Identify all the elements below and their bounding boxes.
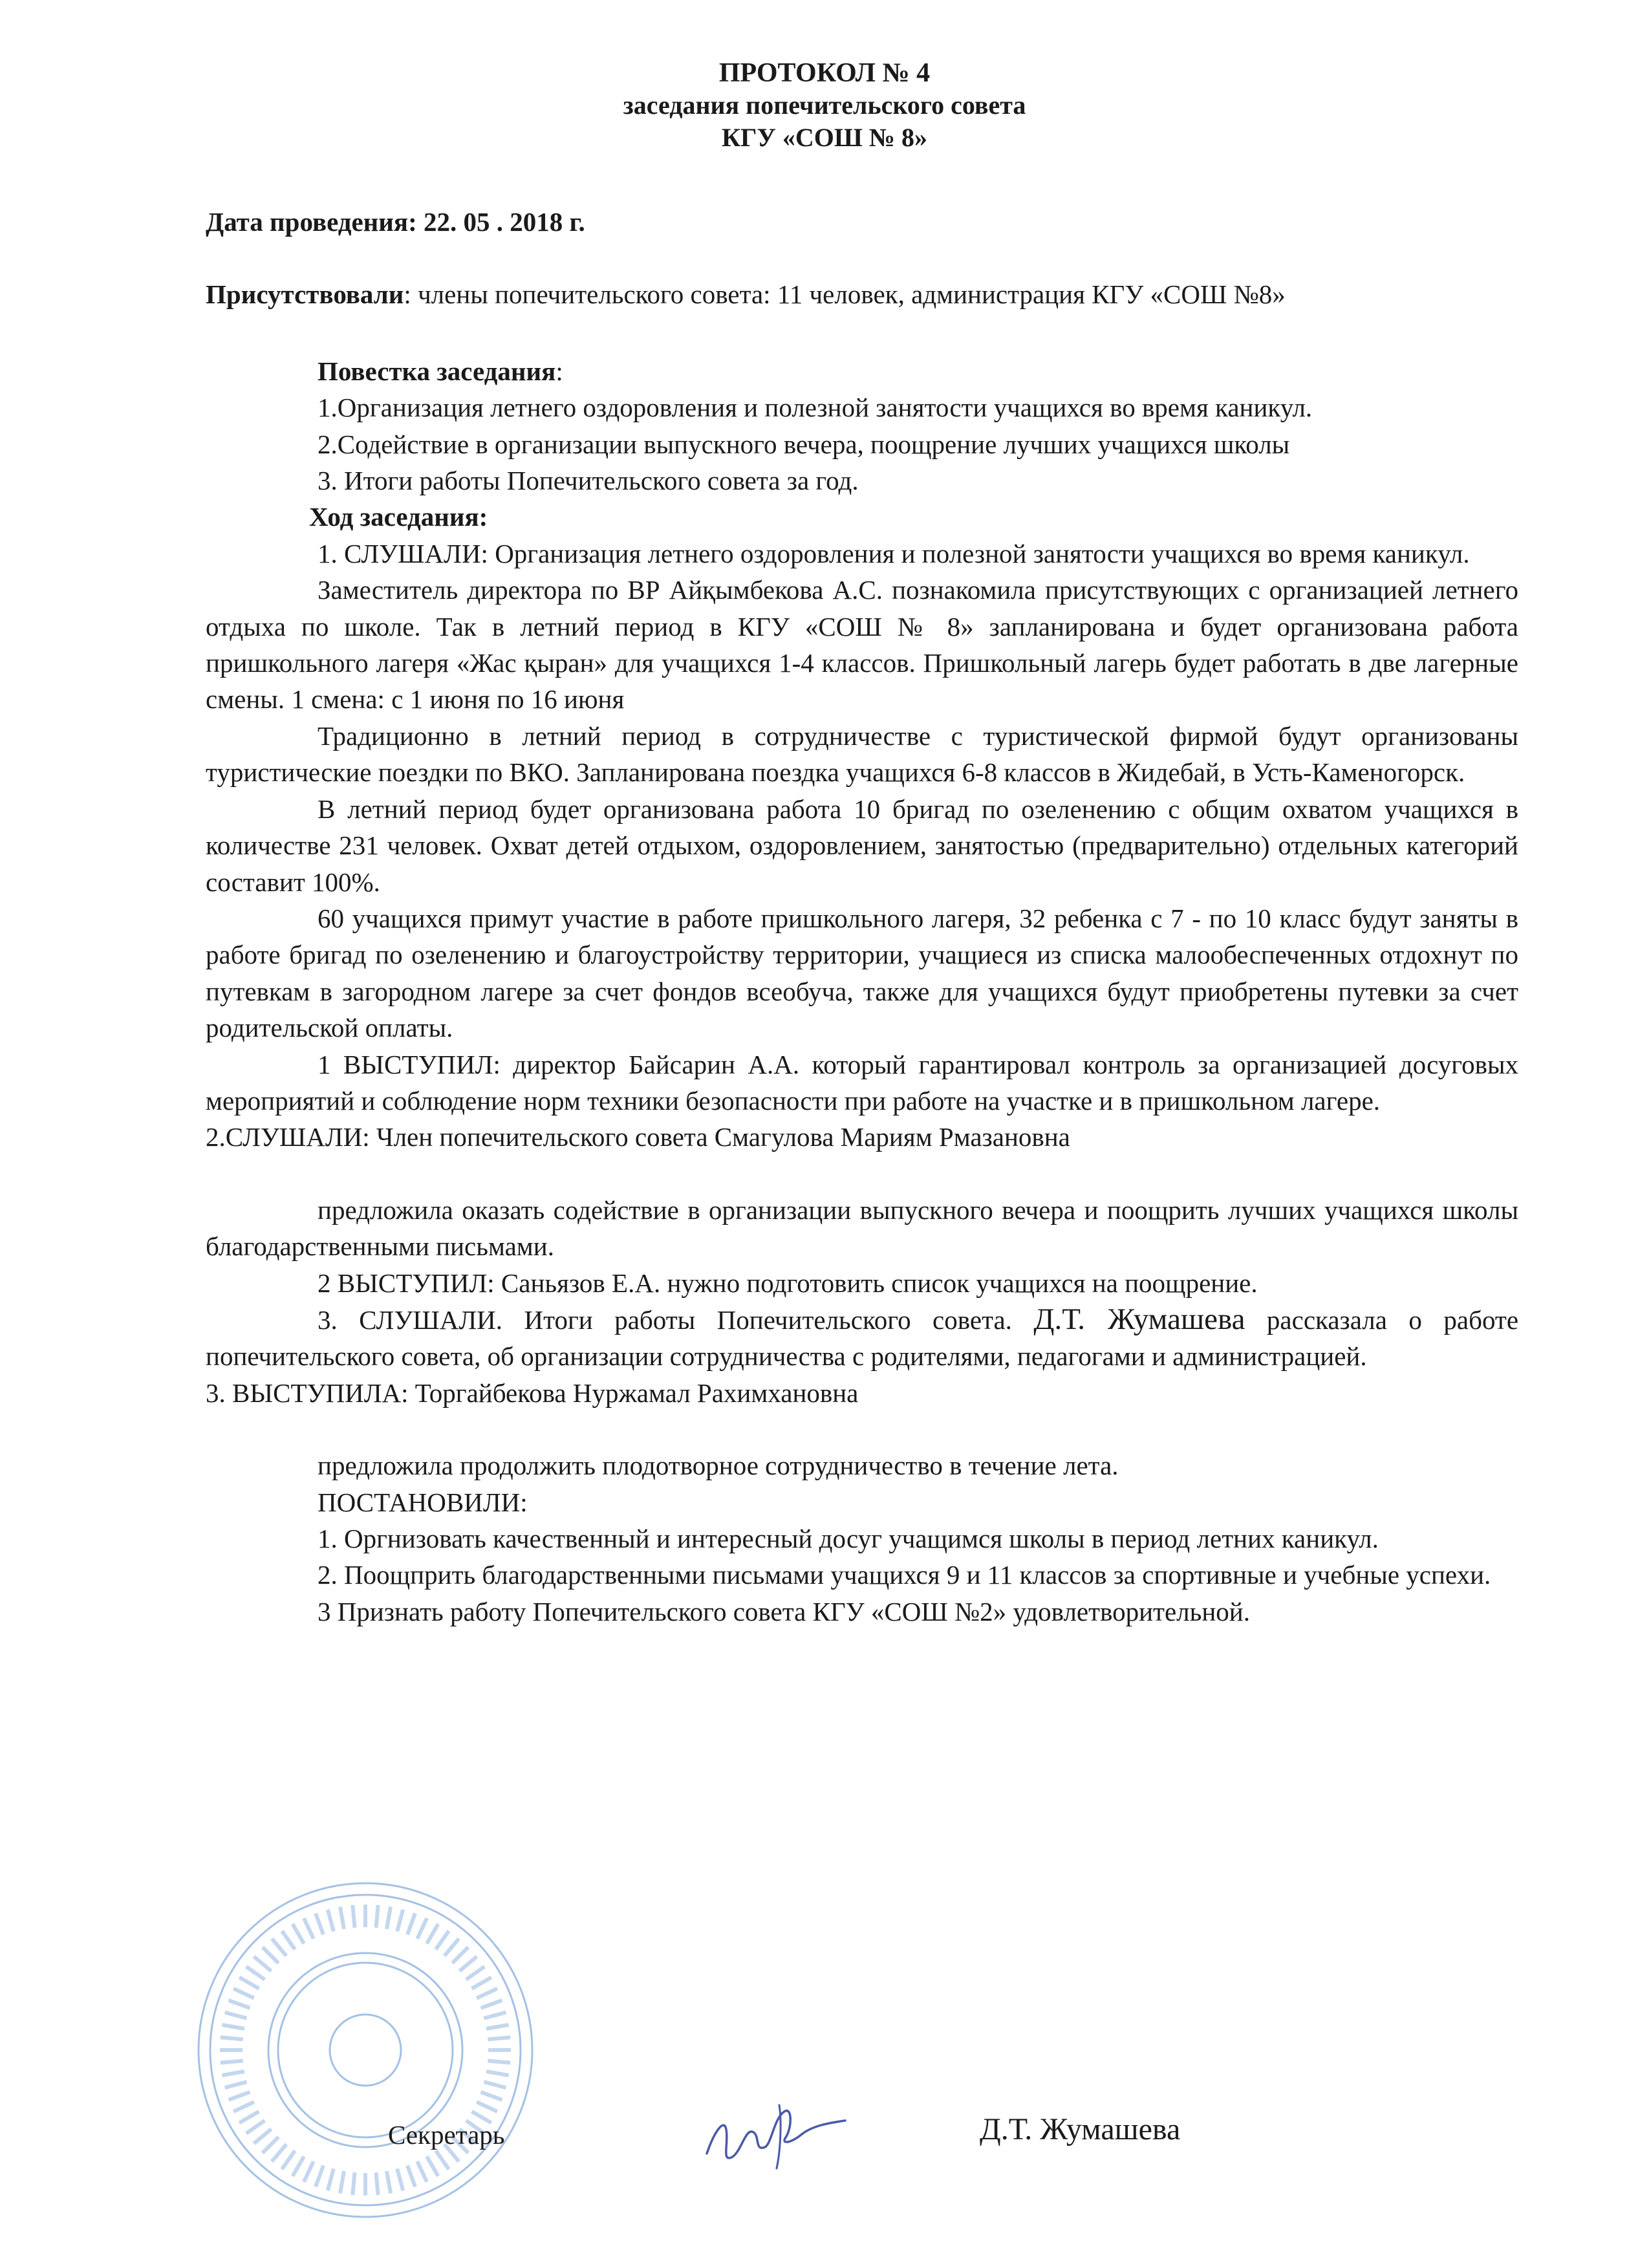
document-title: ПРОТОКОЛ № 4: [718, 58, 931, 88]
signature-name: Д.Т. Жумашева: [980, 2112, 1181, 2146]
proceedings-paragraph: предложила оказать содействие в организации выпускного вечера и поощрить лучших учащихся школы благодарственными письмами.: [206, 1194, 1518, 1262]
proceedings-paragraph: Заместитель директора по ВР Айқымбекова А.С. познакомила присутствующих с организацией летнего отдыха по школе. Так в летний период в КГУ «СОШ № 8» запланирована и будет организована работа пришкольного лагеря «Жас қыран» для учащихся 1-4 классов. Пришкольный лагерь будет работать в две лагерные смены. 1 смена: с 1 июня по 16 июня: [206, 575, 1518, 715]
meeting-date: [206, 204, 1518, 240]
attendees: [206, 276, 1518, 312]
proceedings-paragraph: 3. СЛУШАЛИ. Итоги работы Попечительского совета. Д.Т. Жумашева рассказала о работе попечительского совета, об организации сотрудничества с родителями, педагогами и администрацией.: [206, 1302, 1519, 1372]
signature-title: Секретарь: [388, 2120, 505, 2150]
attendees-label: Присутствовали: [206, 279, 404, 310]
round-seal-stamp: [194, 1879, 537, 2221]
signature-block: [0, 2092, 1649, 2170]
proceedings-paragraph: 3. ВЫСТУПИЛА: Торгайбекова Нуржамал Рахимхановна: [206, 1377, 859, 1408]
proceedings-paragraph: Традиционно в летний период в сотрудничестве с туристической фирмой будут организованы туристические поездки по ВКО. Запланирована поездка учащихся 6-8 классов в Жидебай, в Усть-Каменогорск.: [206, 720, 1518, 788]
agenda-item: 2.Содействие в организации выпускного вечера, поощрение лучших учащихся школы: [318, 429, 1290, 459]
agenda-item: 1.Организация летнего оздоровления и полезной занятости учащихся во время каникул.: [318, 393, 1313, 423]
organization-name: КГУ «СОШ № 8»: [722, 123, 927, 152]
decision-item: 2. Поощприть благодарственными письмами учащихся 9 и 11 классов за спортивные и учебные успехи.: [318, 1560, 1491, 1590]
proceedings-paragraph: предложила продолжить плодотворное сотрудничество в течение лета.: [318, 1451, 1119, 1481]
proceedings-paragraph: 2.СЛУШАЛИ: Член попечительского совета Смагулова Мариям Рмазановна: [206, 1122, 1070, 1152]
document-header: [0, 57, 1649, 154]
agenda-item: 3. Итоги работы Попечительского совета за год.: [318, 466, 859, 496]
proceedings-paragraph: В летний период будет организована работа 10 бригад по озеленению с общим охватом учащихся в количестве 231 человек. Охват детей отдыхом, оздоровлением, занятостью (предварительно) отдельных категорий составит 100%.: [206, 794, 1518, 897]
secretary-name-inline: Д.Т. Жумашева: [1033, 1302, 1245, 1336]
proceedings-paragraph: 1. СЛУШАЛИ: Организация летнего оздоровления и полезной занятости учащихся во время каникул.: [318, 538, 1470, 568]
agenda-label: Повестка заседания: [318, 356, 556, 386]
agenda-heading: Повестка заседания:: [318, 356, 563, 386]
document-subtitle: заседания попечительского совета: [623, 91, 1026, 120]
attendees-text: : члены попечительского совета: 11 человек, администрация КГУ «СОШ №8»: [404, 279, 1286, 310]
proceedings-paragraph: 2 ВЫСТУПИЛ: Саньязов Е.А. нужно подготовить список учащихся на поощрение.: [318, 1268, 1258, 1298]
handwritten-signature: [695, 2092, 850, 2170]
decisions-heading: ПОСТАНОВИЛИ:: [318, 1487, 528, 1517]
date-value: 22. 05 . 2018 г.: [424, 207, 585, 237]
proceedings-paragraph: 1 ВЫСТУПИЛ: директор Байсарин А.А. который гарантировал контроль за организацией досуговых мероприятий и соблюдение норм техники безопасности при работе на участке и в пришкольном лагере.: [206, 1049, 1518, 1116]
proceedings-heading: Ход заседания:: [309, 502, 488, 532]
decision-item: 3 Признать работу Попечительского совета КГУ «СОШ №2» удовлетворительной.: [318, 1596, 1250, 1626]
document-body: [206, 204, 1518, 1630]
decision-item: 1. Оргнизовать качественный и интересный досуг учащимся школы в период летних каникул.: [318, 1524, 1379, 1553]
proceedings-paragraph: 60 учащихся примут участие в работе пришкольного лагеря, 32 ребенка с 7 - по 10 класс будут заняты в работе бригад по озеленению и благоустройству территории, учащиеся из списка малообеспеченных отдохнут по путевкам в загородном лагере за счет фондов всеобуча, также для учащихся будут приобретены путевки за счет родительской оплаты.: [206, 903, 1518, 1043]
date-label: Дата проведения:: [206, 207, 417, 237]
